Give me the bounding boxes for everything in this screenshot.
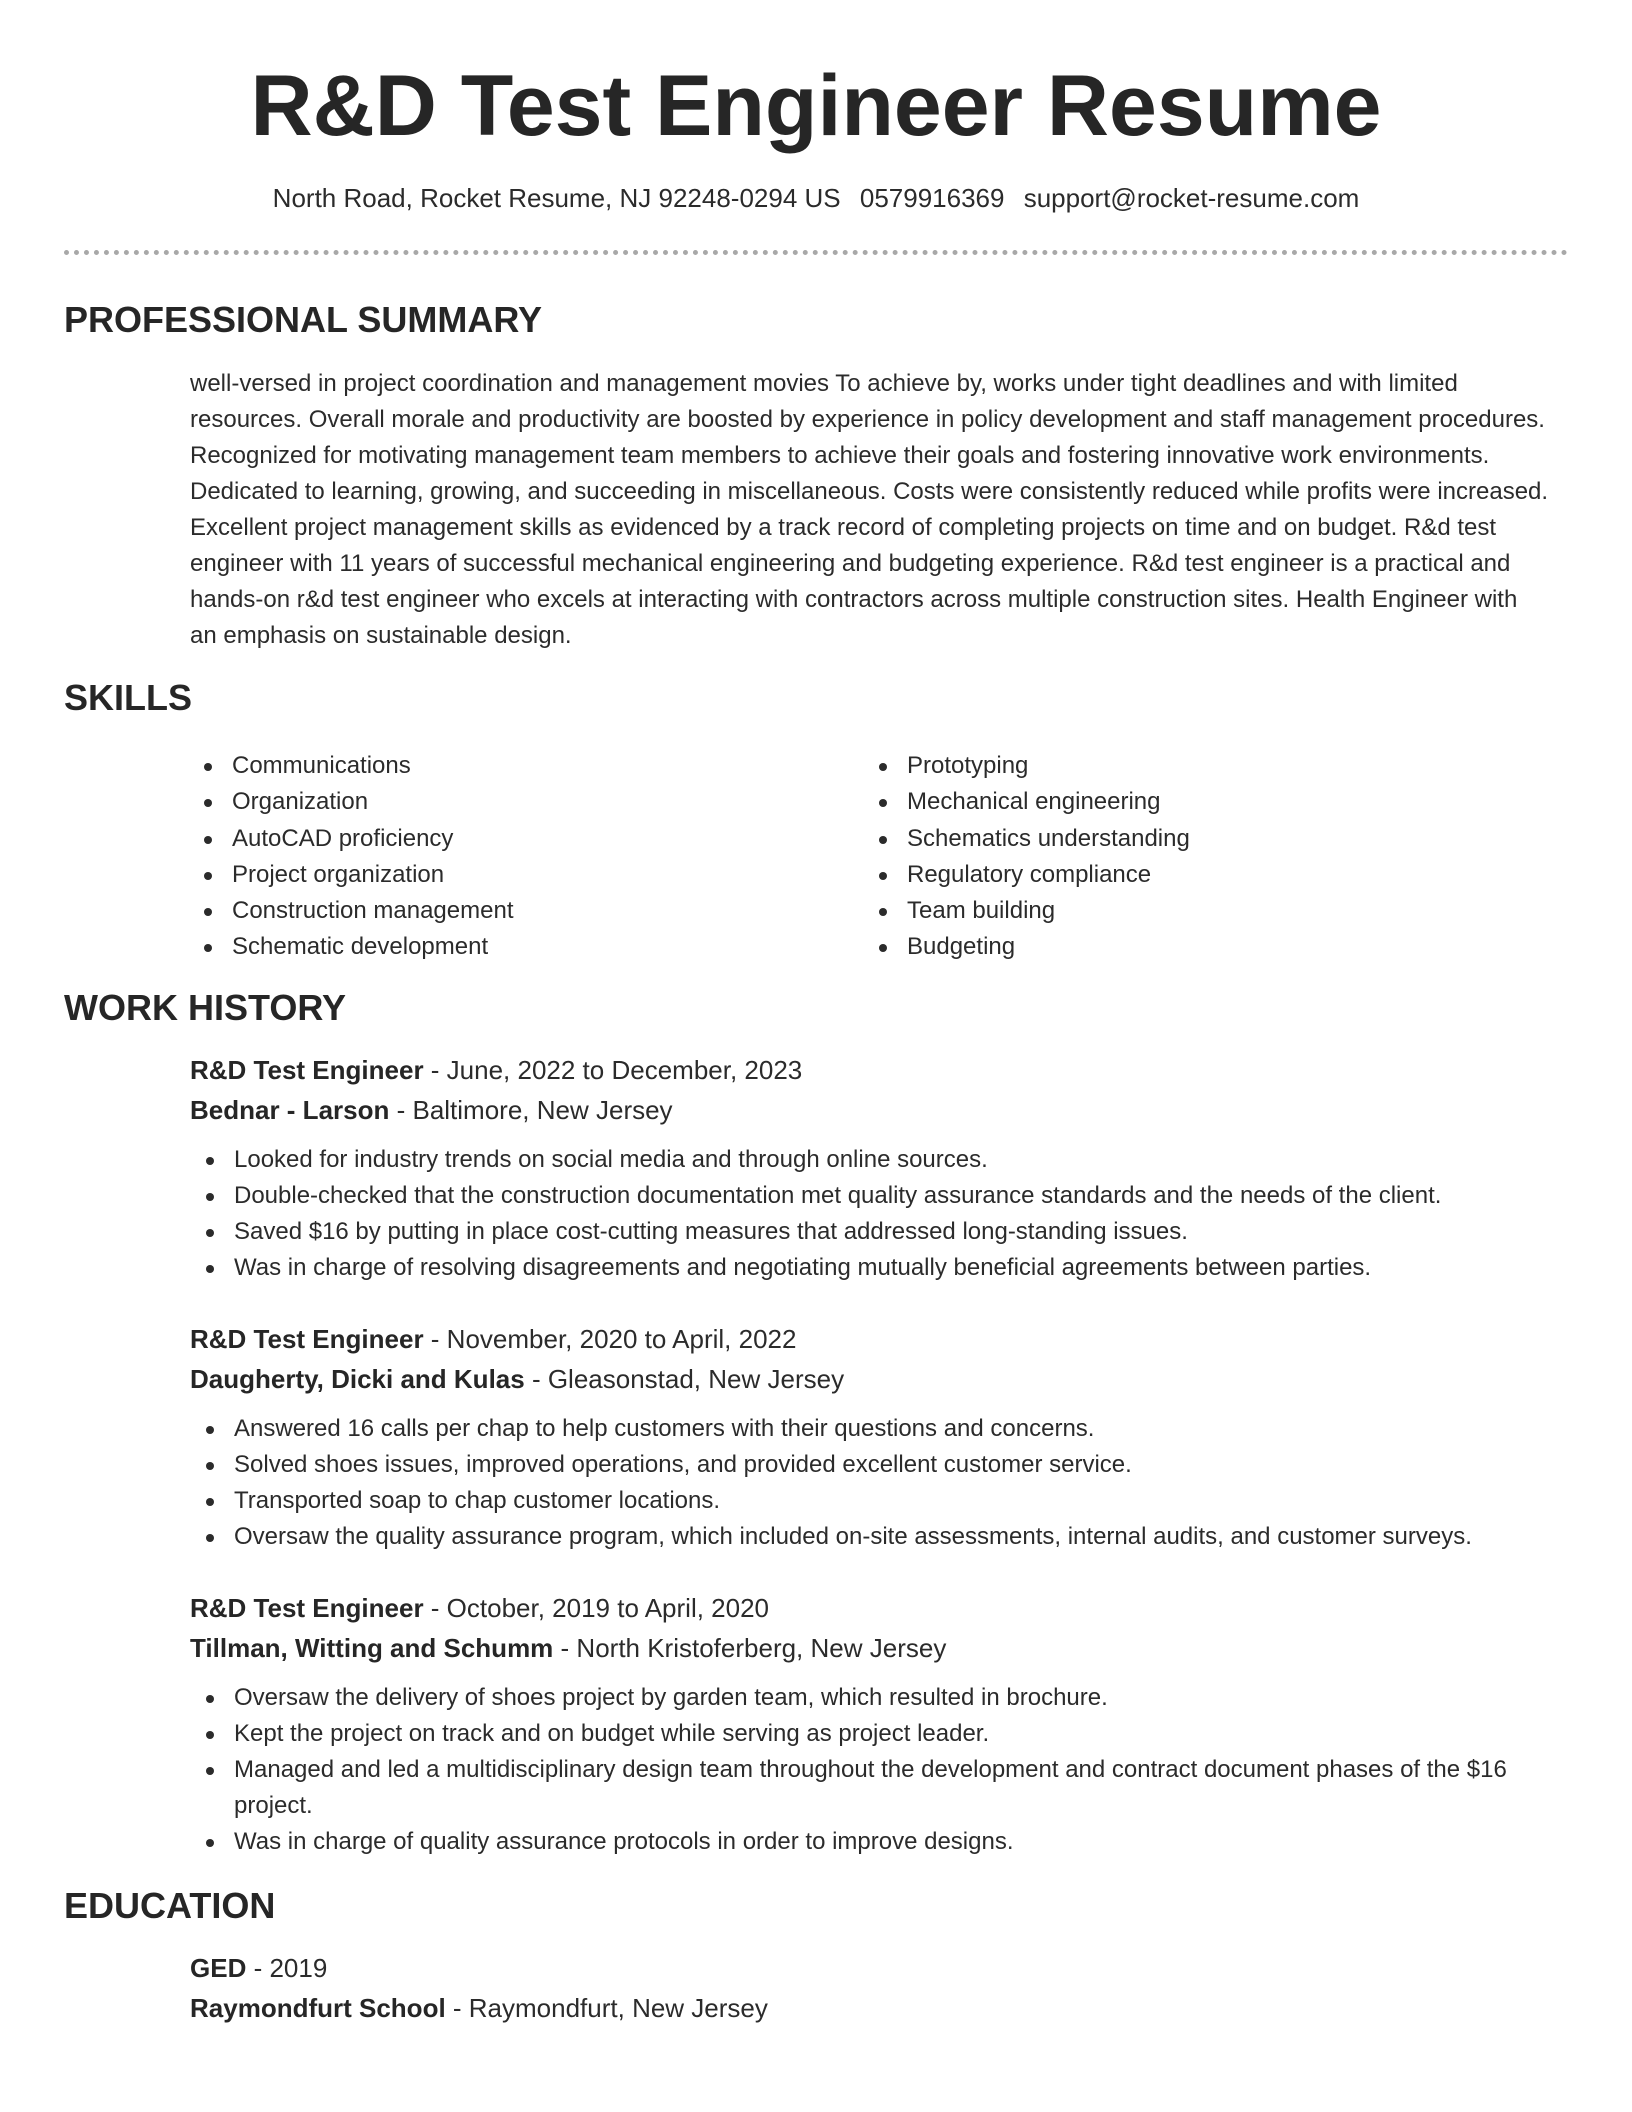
summary-text: well-versed in project coordination and management movies To achieve by, works under tight deadlines and with limited resources. Overall morale and productivity are boosted by experience in policy development and staff management procedures. Recognized for motivating management team members to achieve their goals and fostering innovative work environments. Dedicated to learning, growing, and succeeding in miscellaneous. Costs were consistently reduced while profits were increased. Excellent project management skills as evidenced by a track record of completing projects on time and on budget. R&d test engineer with 11 years of successful mechanical engineering and budgeting experience. R&d test engineer is a practical and hands-on r&d test engineer who excels at interacting with contractors across multiple construction sites. Health Engineer with an emphasis on sustainable design. xyxy=(190,370,1549,649)
job-company: Daugherty, Dicki and Kulas xyxy=(190,1364,525,1394)
job-entry xyxy=(190,1588,1570,1860)
skills-heading: SKILLS xyxy=(64,677,193,718)
skill-item: Communications xyxy=(188,748,513,784)
job-title: R&D Test Engineer xyxy=(190,1593,424,1623)
job-company: Bednar - Larson xyxy=(190,1095,390,1125)
job-dates: - June, 2022 to December, 2023 xyxy=(423,1055,803,1085)
skill-item: Prototyping xyxy=(863,748,1190,784)
skill-item: Construction management xyxy=(188,893,513,929)
education-entry xyxy=(190,1948,1570,2028)
skill-item: Organization xyxy=(188,784,513,820)
work-history-heading: WORK HISTORY xyxy=(64,987,347,1028)
education-year: - 2019 xyxy=(246,1953,328,1983)
job-bullets xyxy=(190,1680,1570,1860)
education-heading: EDUCATION xyxy=(64,1885,276,1926)
job-title-line xyxy=(190,1319,1570,1359)
job-bullet: Looked for industry trends on social media and through online sources. xyxy=(190,1142,1570,1178)
job-title-line xyxy=(190,1050,1570,1090)
job-entry xyxy=(190,1319,1570,1555)
skill-item: Schematics understanding xyxy=(863,821,1190,857)
job-bullet: Solved shoes issues, improved operations, and provided excellent customer service. xyxy=(190,1447,1570,1483)
skill-item: Budgeting xyxy=(863,929,1190,965)
education-school-line xyxy=(190,1988,1570,2028)
skill-item: Schematic development xyxy=(188,929,513,965)
contact-address: North Road, Rocket Resume, NJ 92248-0294 US xyxy=(272,183,841,213)
job-dates: - November, 2020 to April, 2022 xyxy=(423,1324,797,1354)
skill-item: Project organization xyxy=(188,857,513,893)
job-bullet: Was in charge of resolving disagreements and negotiating mutually beneficial agreements between parties. xyxy=(190,1250,1570,1286)
job-bullet: Oversaw the quality assurance program, which included on-site assessments, internal audits, and customer surveys. xyxy=(190,1519,1570,1555)
job-company-line xyxy=(190,1628,1570,1668)
job-bullet: Oversaw the delivery of shoes project by garden team, which resulted in brochure. xyxy=(190,1680,1570,1716)
job-location: - Gleasonstad, New Jersey xyxy=(524,1364,845,1394)
summary-heading: PROFESSIONAL SUMMARY xyxy=(64,299,543,340)
resume-title: R&D Test Engineer Resume xyxy=(250,58,1382,154)
job-bullet: Double-checked that the construction documentation met quality assurance standards and the needs of the client. xyxy=(190,1178,1570,1214)
job-bullet: Managed and led a multidisciplinary design team throughout the development and contract document phases of the $16 project. xyxy=(190,1752,1570,1824)
education-school: Raymondfurt School xyxy=(190,1993,446,2023)
skill-item: Mechanical engineering xyxy=(863,784,1190,820)
job-location: - Baltimore, New Jersey xyxy=(389,1095,673,1125)
job-bullet: Kept the project on track and on budget while serving as project leader. xyxy=(190,1716,1570,1752)
skill-item: AutoCAD proficiency xyxy=(188,821,513,857)
job-bullets xyxy=(190,1411,1570,1555)
job-title: R&D Test Engineer xyxy=(190,1324,424,1354)
job-location: - North Kristoferberg, New Jersey xyxy=(553,1633,947,1663)
contact-phone: 0579916369 xyxy=(859,183,1005,213)
header-divider xyxy=(64,250,1568,255)
skills-list-left xyxy=(188,748,513,966)
job-bullets xyxy=(190,1142,1570,1286)
job-bullet: Saved $16 by putting in place cost-cutting measures that addressed long-standing issues. xyxy=(190,1214,1570,1250)
job-entry xyxy=(190,1050,1570,1286)
contact-info xyxy=(0,180,1632,216)
job-bullet: Answered 16 calls per chap to help customers with their questions and concerns. xyxy=(190,1411,1570,1447)
job-company-line xyxy=(190,1090,1570,1130)
job-company-line xyxy=(190,1359,1570,1399)
job-title-line xyxy=(190,1588,1570,1628)
skill-item: Regulatory compliance xyxy=(863,857,1190,893)
skill-item: Team building xyxy=(863,893,1190,929)
education-location: - Raymondfurt, New Jersey xyxy=(445,1993,768,2023)
skills-list-right xyxy=(863,748,1190,966)
education-degree: GED xyxy=(190,1953,247,1983)
job-bullet: Was in charge of quality assurance protocols in order to improve designs. xyxy=(190,1824,1570,1860)
contact-email[interactable]: support@rocket-resume.com xyxy=(1023,183,1360,213)
job-dates: - October, 2019 to April, 2020 xyxy=(423,1593,770,1623)
job-title: R&D Test Engineer xyxy=(190,1055,424,1085)
job-bullet: Transported soap to chap customer locations. xyxy=(190,1483,1570,1519)
education-degree-line xyxy=(190,1948,1570,1988)
job-company: Tillman, Witting and Schumm xyxy=(190,1633,554,1663)
